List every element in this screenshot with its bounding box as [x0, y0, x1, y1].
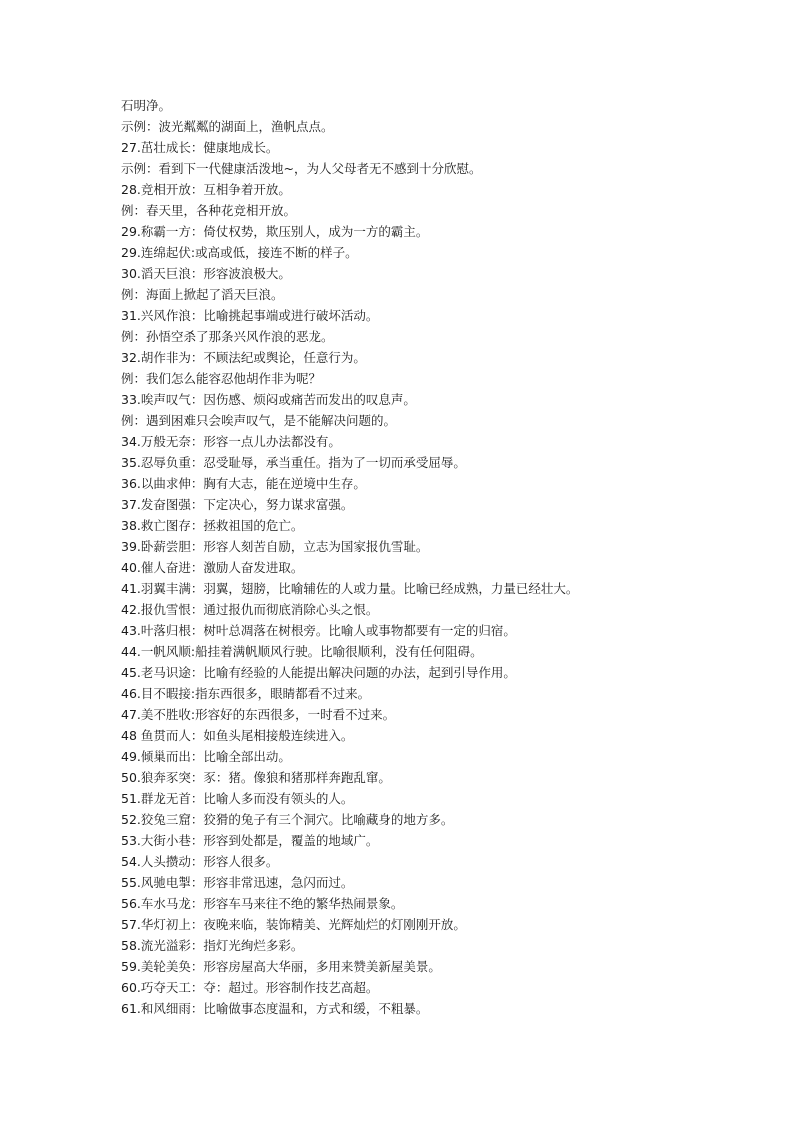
- text-line: 41.羽翼丰满：羽翼，翅膀，比喻辅佐的人或力量。比喻已经成熟，力量已经壮大。: [121, 581, 579, 596]
- text-line: 53.大街小巷：形容到处都是，覆盖的地域广。: [121, 833, 379, 848]
- text-line: 例：春天里，各种花竞相开放。: [121, 203, 297, 218]
- text-line: 40.催人奋进：激励人奋发进取。: [121, 560, 304, 575]
- text-line: 33.唉声叹气：因伤感、烦闷或痛苦而发出的叹息声。: [121, 392, 416, 407]
- text-line: 28.竞相开放：互相争着开放。: [121, 182, 291, 197]
- text-line: 例：遇到困难只会唉声叹气，是不能解决问题的。: [121, 413, 397, 428]
- text-line: 38.救亡图存：拯救祖国的危亡。: [121, 518, 304, 533]
- text-line: 50.狼奔豕突：豕：猪。像狼和猪那样奔跑乱窜。: [121, 770, 391, 785]
- text-line: 示例：看到下一代健康活泼地~，为人父母者无不感到十分欣慰。: [121, 161, 482, 176]
- text-line: 60.巧夺天工：夺：超过。形容制作技艺高超。: [121, 980, 379, 995]
- text-line: 47.美不胜收:形容好的东西很多，一时看不过来。: [121, 707, 396, 722]
- text-line: 34.万般无奈：形容一点儿办法都没有。: [121, 434, 341, 449]
- text-line: 52.狡兔三窟：狡猾的兔子有三个洞穴。比喻藏身的地方多。: [121, 812, 454, 827]
- text-line: 27.茁壮成长：健康地成长。: [121, 140, 279, 155]
- text-line: 54.人头攒动：形容人很多。: [121, 854, 279, 869]
- text-line: 32.胡作非为：不顾法纪或舆论，任意行为。: [121, 350, 366, 365]
- text-line: 43.叶落归根：树叶总凋落在树根旁。比喻人或事物都要有一定的归宿。: [121, 623, 516, 638]
- text-line: 44.一帆风顺:船挂着满帆顺风行驶。比喻很顺利，没有任何阻碍。: [121, 644, 483, 659]
- text-line: 46.目不暇接:指东西很多，眼睛都看不过来。: [121, 686, 371, 701]
- text-line: 58.流光溢彩：指灯光绚烂多彩。: [121, 938, 304, 953]
- text-line: 37.发奋图强：下定决心，努力谋求富强。: [121, 497, 354, 512]
- text-line: 石明净。: [121, 98, 172, 113]
- text-line: 35.忍辱负重：忍受耻辱，承当重任。指为了一切而承受屈辱。: [121, 455, 466, 470]
- text-body: [121, 95, 721, 1019]
- text-line: 39.卧薪尝胆：形容人刻苦自励，立志为国家报仇雪耻。: [121, 539, 429, 554]
- text-line: 59.美轮美奂：形容房屋高大华丽，多用来赞美新屋美景。: [121, 959, 441, 974]
- text-line: 例：我们怎么能容忍他胡作非为呢？: [121, 371, 322, 386]
- text-line: 45.老马识途：比喻有经验的人能提出解决问题的办法，起到引导作用。: [121, 665, 516, 680]
- text-line: 例：海面上掀起了滔天巨浪。: [121, 287, 284, 302]
- text-line: 示例：波光粼粼的湖面上，渔帆点点。: [121, 119, 334, 134]
- text-line: 48 鱼贯而人：如鱼头尾相接般连续进入。: [121, 728, 354, 743]
- text-line: 30.滔天巨浪：形容波浪极大。: [121, 266, 291, 281]
- text-line: 61.和风细雨：比喻做事态度温和，方式和缓，不粗暴。: [121, 1001, 429, 1016]
- text-line: 49.倾巢而出：比喻全部出动。: [121, 749, 291, 764]
- text-line: 57.华灯初上：夜晚来临，装饰精美、光辉灿烂的灯刚刚开放。: [121, 917, 466, 932]
- text-line: 例：孙悟空杀了那条兴风作浪的恶龙。: [121, 329, 334, 344]
- text-line: 42.报仇雪恨：通过报仇而彻底消除心头之恨。: [121, 602, 379, 617]
- text-line: 56.车水马龙：形容车马来往不绝的繁华热闹景象。: [121, 896, 404, 911]
- text-line: 51.群龙无首：比喻人多而没有领头的人。: [121, 791, 354, 806]
- text-line: 36.以曲求伸：胸有大志，能在逆境中生存。: [121, 476, 366, 491]
- text-line: 55.风驰电掣：形容非常迅速，急闪而过。: [121, 875, 354, 890]
- text-line: 29.连绵起伏:或高或低，接连不断的样子。: [121, 245, 358, 260]
- text-line: 31.兴风作浪：比喻挑起事端或进行破坏活动。: [121, 308, 379, 323]
- text-line: 29.称霸一方：倚仗权势，欺压别人，成为一方的霸主。: [121, 224, 429, 239]
